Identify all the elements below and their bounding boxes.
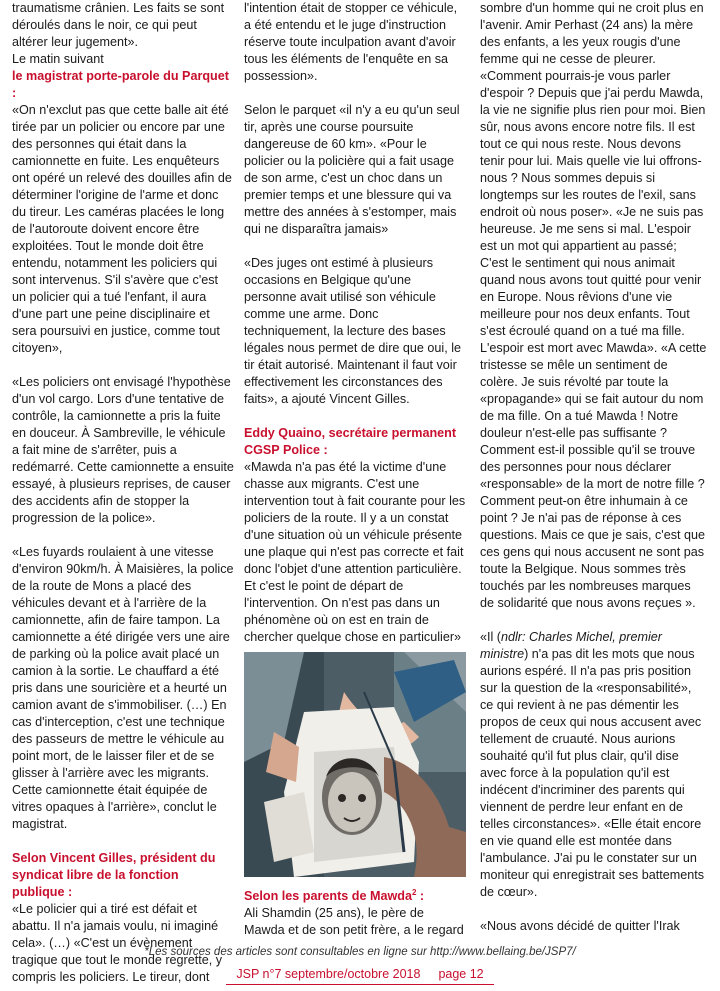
paragraph: «Des juges ont estimé à plusieurs occasions en Belgique qu'une personne avait utilisé son véhicule comme une arme. Donc techniquement, la lecture des bases légales nous permet de dire que oui, le tir était autorisé. Maintenant il faut voir effectivement les circonstances des faits», a ajouté Vincent Gilles. <box>244 256 462 406</box>
column-1 <box>12 0 234 986</box>
section-heading <box>244 884 466 905</box>
photo-illustration <box>244 652 466 877</box>
page-footer <box>0 967 720 981</box>
column-3 <box>480 0 708 935</box>
issue-label: JSP n°7 septembre/octobre 2018 <box>236 967 421 981</box>
section-heading: Selon Vincent Gilles, président du syndicat libre de la fonction publique : <box>12 851 216 899</box>
paragraph: l'intention était de stopper ce véhicule, a été entendu et le juge d'instruction réserve toute inculpation avant d'avoir tous les éléments de l'enquête en sa possession». <box>244 1 458 83</box>
column-2-continued <box>244 884 466 939</box>
text-run: ) n'a pas dit les mots que nous aurions espéré. Il n'a pas pris position sur la question de la «responsabilité», ce qui revient à ne pas démentir les propos de ceux qui nous accusent avec tellement de cruauté. Nous aurions souhaité qu'il fut plus clair, qu'il dise avec force à la population qu'il est indécent d'incriminer des parents qui viennent de perdre leur enfant en de telles circonstances». «Elle était encore en vie quand elle est montée dans l'ambulance. J'ai pu le constater sur un moniteur qui enregistrait ses battements de cœur». <box>480 647 705 899</box>
paragraph: «On n'exclut pas que cette balle ait été tirée par un policier ou encore par une des personnes qui était dans la camionnette en fuite. Les enquêteurs ont opéré un relevé des douilles afin de déterminer l'origine de l'arme et donc du tireur. Les caméras placées le long de l'autoroute doivent encore être exploitées. Tout le monde doit être entendu, notamment les policiers qui sont intervenus. S'il s'avère que c'est un policier qui a tué l'enfant, il aura d'une part une peine disciplinaire et sera poursuivi en justice, comme tout citoyen», <box>12 103 232 355</box>
column-2 <box>244 0 466 646</box>
paragraph <box>480 629 708 901</box>
editor-note: ndlr: Charles Michel, premier ministre <box>480 630 662 661</box>
paragraph: sombre d'un homme qui ne croit plus en l'avenir. Amir Perhast (24 ans) la mère des enfants, a les yeux rougis d'une femme qui ne cesse de pleurer. «Comment pourrais-je vous parler d'espoir ? Depuis que j'ai perdu Mawda, la vie ne signifie plus rien pour moi. Bien sûr, nous avons encore notre fils. Il est tout ce qui nous reste. Nous devons tenir pour lui. Mais quelle vie lui offrons-nous ? Nous sommes depuis si longtemps sur les routes de l'exil, sans endroit où nous poser». «Je ne suis pas heureuse. Je me sens si mal. L'espoir est un mot qui appartient au passé; C'est le sentiment qui nous animait quand nous avons tout quitté pour venir en Europe. Nous rêvions d'une vie meilleure pour nos deux enfants. Tout s'est écroulé quand on a tué ma fille. L'espoir est mort avec Mawda». «A cette tristesse se mêle un sentiment de colère. Je suis révolté par toute la «propagande» qui se fait autour du nom de ma fille. On a tué Mawda ! Notre douleur n'est-elle pas suffisante ? Comment est-il possible qu'il se trouve des personnes pour nous déclarer «responsable» de la mort de notre fille ? Comment peut-on être inhumain à ce point ? Je n'ai pas de réponse à ces questions. Mais ce que je sais, c'est que ces gens qui nous accusent ne sont pas toute la Belgique. Nous sommes très touchés par les nombreuses marques de solidarité que nous avons reçues ». <box>480 1 707 610</box>
paragraph: «Mawda n'a pas été la victime d'une chasse aux migrants. C'est une intervention tout à fait courante pour les policiers de la route. Il y a un constat d'une situation où un véhicule présente une plaque qui n'est pas correcte et fait donc l'objet d'une attention particulière. Et c'est le point de départ de l'intervention. On n'est pas dans un phénomène où on est en train de chercher quelque chose en particulier» <box>244 460 466 644</box>
paragraph: «Les fuyards roulaient à une vitesse d'environ 90km/h. À Maisières, la police de la route de Mons a placé des véhicules devant et à l'arrière de la camionnette, afin de faire tampon. La camionnette a été dirigée vers une aire de parking où la police avait placé un camion à la sortie. Le chauffard a été pris dans une souricière et a heurté un camion avant de s'immobiliser. (…) En cas d'interception, c'est une technique des passeurs de mettre le véhicule au point mort, de le laisser filer et de se glisser à l'arrière avec les migrants. Cette camionnette était équipée de vitres opaques à l'arrière», conclut le magistrat. <box>12 545 234 831</box>
paragraph: «Le policier qui a tiré est défait et abattu. Il n'a jamais voulu, ni imaginé cela». (…) «C'est un évènement tragique que tout le monde regrette, y compris les policiers. Le tireur, dont <box>12 902 223 984</box>
footnote-marker: 2 <box>411 888 417 897</box>
paragraph: «Les policiers ont envisagé l'hypothèse d'un vol cargo. Lors d'une tentative de contrôle, la camionnette a pris la fuite en douceur. À Sambreville, le véhicule a fait mine de s'arrêter, puis a redémarré. Cette camionnette a ensuite essayé, à plusieurs reprises, de causer des accidents afin de stopper la progression de la police». <box>12 375 234 525</box>
protest-photo <box>244 652 466 877</box>
paragraph: Selon le parquet «il n'y a eu qu'un seul tir, après une course poursuite dangereuse de 60 km». «Pour le policier ou la policière qui a fait usage de son arme, c'est un choc dans un premier temps et une blessure qui va mettre des années à s'estomper, mais qui ne disparaîtra jamais» <box>244 103 460 236</box>
section-heading: le magistrat porte-parole du Parquet : <box>12 69 229 100</box>
footer-rule <box>226 984 494 985</box>
paragraph: «Nous avons décidé de quitter l'Irak <box>480 919 680 933</box>
page-number: page 12 <box>438 967 484 981</box>
paragraph: Le matin suivant <box>12 52 104 66</box>
section-heading: Eddy Quaino, secrétaire permanent CGSP Police : <box>244 426 457 457</box>
heading-text: Selon les parents de Mawda <box>244 889 412 904</box>
heading-punctuation: : <box>416 889 425 904</box>
paragraph: Ali Shamdin (25 ans), le père de Mawda et de son petit frère, a le regard <box>244 906 464 938</box>
text-run: «Il ( <box>480 630 501 644</box>
paragraph: traumatisme crânien. Les faits se sont déroulés dans le noir, ce qui peut altérer leur jugement». <box>12 1 225 49</box>
sources-footnote: *Les sources des articles sont consultables en ligne sur http://www.bellaing.be/JSP7/ <box>144 946 576 958</box>
